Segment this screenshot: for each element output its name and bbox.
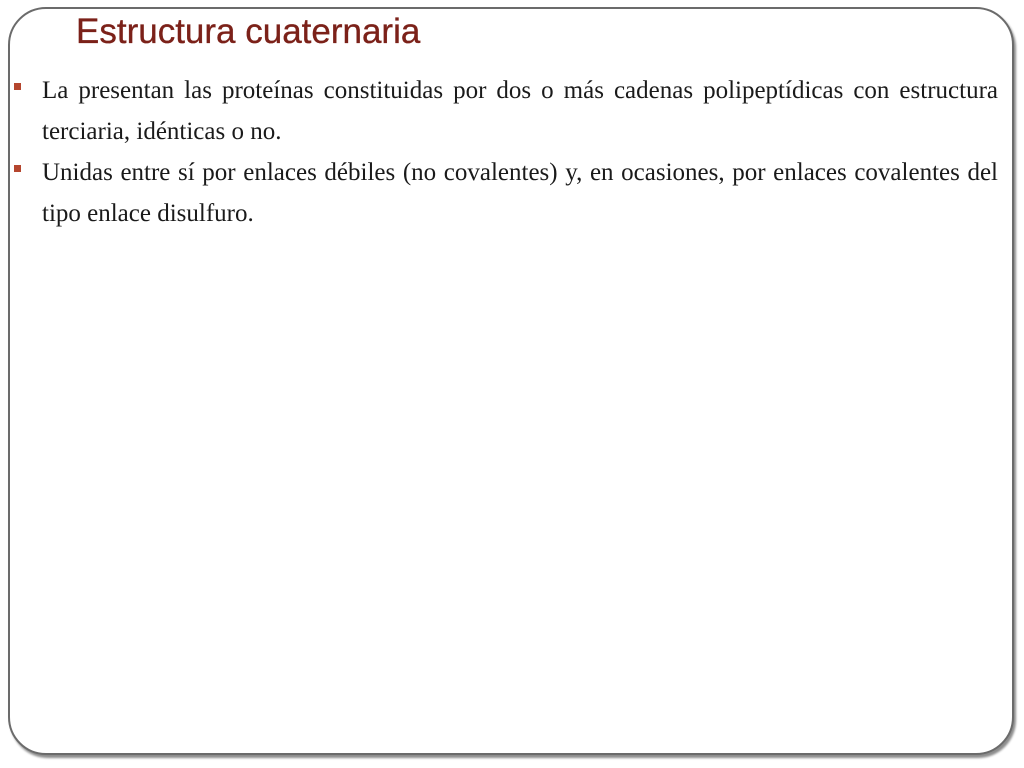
bullet-item: [14, 152, 998, 234]
bullet-text: La presentan las proteínas constituidas por dos o más cadenas polipeptídicas con estructura terciaria, idénticas o no.: [42, 77, 998, 145]
bullet-item: [14, 70, 998, 152]
slide-title: Estructura cuaternaria: [76, 12, 421, 51]
bullet-list: [14, 70, 998, 234]
square-bullet-icon: [14, 83, 21, 90]
bullet-text: Unidas entre sí por enlaces débiles (no covalentes) y, en ocasiones, por enlaces covalentes del tipo enlace disulfuro.: [42, 159, 998, 227]
square-bullet-icon: [14, 165, 21, 172]
